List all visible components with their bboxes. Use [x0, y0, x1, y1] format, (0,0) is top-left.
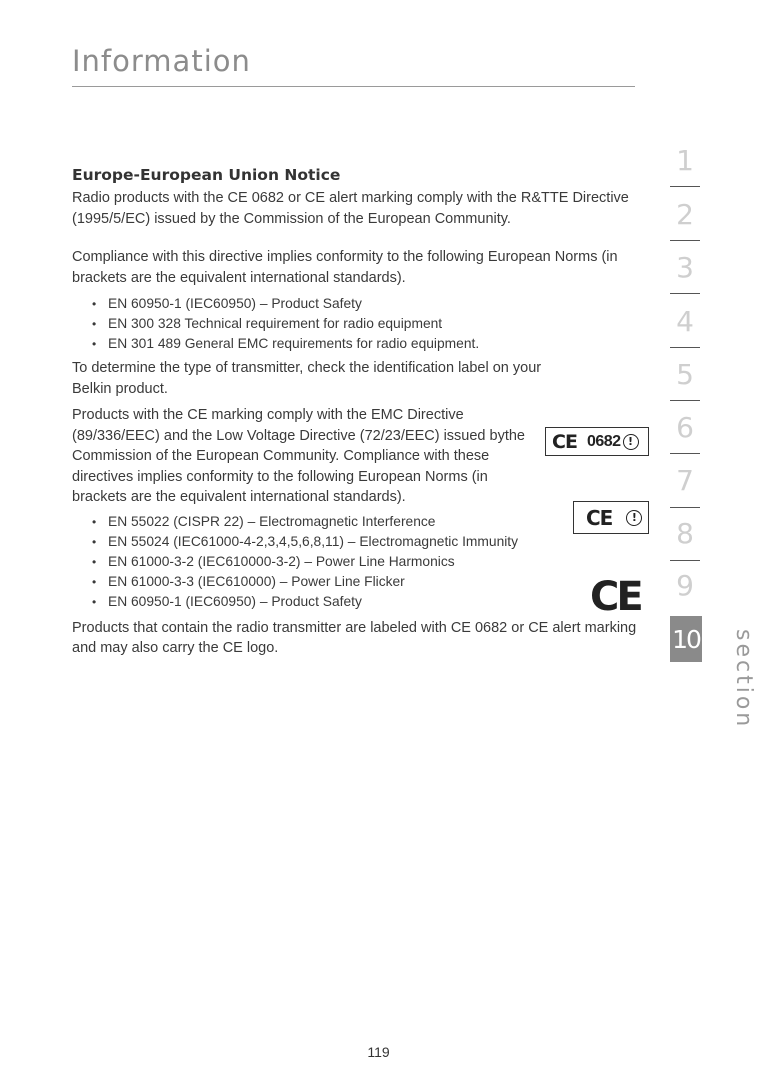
section-tab-10-active[interactable]: 10: [670, 616, 702, 662]
ce-mark-icon: CE: [552, 430, 577, 453]
intro-paragraph: Radio products with the CE 0682 or CE alert marking comply with the R&TTE Directive (1995/5/EC) issued by the Commission of the European Community.: [72, 190, 629, 227]
section-tab-4[interactable]: 4: [676, 305, 694, 338]
section-tab-2[interactable]: 2: [676, 198, 694, 231]
tab-divider: [670, 240, 700, 241]
list-item: • EN 301 489 General EMC requirements for radio equipment.: [92, 334, 642, 354]
list-item: • EN 55024 (IEC61000-4-2,3,4,5,6,8,11) – Electromagnetic Immunity: [92, 532, 642, 552]
ce-logo: CE: [590, 574, 641, 620]
section-tab-9[interactable]: 9: [676, 569, 694, 602]
transmitter-paragraph: To determine the type of transmitter, check the identification label on your Belkin product.: [72, 360, 542, 397]
labeling-paragraph: Products that contain the radio transmitter are labeled with CE 0682 or CE alert marking and may also carry the CE logo.: [72, 619, 637, 656]
section-tab-1[interactable]: 1: [676, 144, 694, 177]
section-tab-5[interactable]: 5: [676, 358, 694, 391]
ce-mark-icon: CE: [586, 505, 613, 530]
ce-0682-alert-label: [545, 427, 649, 456]
list-item: • EN 61000-3-3 (IEC610000) – Power Line Flicker: [92, 572, 642, 592]
tab-divider: [670, 186, 700, 187]
section-tab-6[interactable]: 6: [676, 411, 694, 444]
list-item: • EN 300 328 Technical requirement for radio equipment: [92, 314, 642, 334]
list-item: • EN 55022 (CISPR 22) – Electromagnetic Interference: [92, 512, 642, 532]
tab-divider: [670, 400, 700, 401]
section-tab-8[interactable]: 8: [676, 517, 694, 550]
tab-divider: [670, 560, 700, 561]
notified-body-number: 0682: [586, 432, 621, 450]
list-item: • EN 61000-3-2 (IEC610000-3-2) – Power Line Harmonics: [92, 552, 642, 572]
radio-standards-list: [72, 294, 642, 354]
section-heading: Europe-European Union Notice: [72, 166, 341, 184]
section-tab-3[interactable]: 3: [676, 251, 694, 284]
tab-divider: [670, 507, 700, 508]
alert-mark-icon: !: [626, 510, 642, 526]
compliance-paragraph: Compliance with this directive implies conformity to the following European Norms (in brackets are the equivalent international standards).: [72, 249, 618, 286]
section-tab-7[interactable]: 7: [676, 464, 694, 497]
section-label: section: [731, 629, 756, 730]
list-item: • EN 60950-1 (IEC60950) – Product Safety: [92, 294, 642, 314]
page-title: Information: [72, 44, 251, 78]
ce-alert-label: [573, 501, 649, 534]
tab-divider: [670, 347, 700, 348]
tab-divider: [670, 453, 700, 454]
emc-standards-list: [72, 512, 642, 612]
main-content: [72, 166, 642, 659]
title-divider: [72, 86, 635, 87]
list-item: • EN 60950-1 (IEC60950) – Product Safety: [92, 592, 642, 612]
emc-paragraph: Products with the CE marking comply with the EMC Directive (89/336/EEC) and the Low Voltage Directive (72/23/EEC) issued bythe Commission of the European Community. Compliance with these directives implies conformity to the following European Norms (in brackets are the equivalent international standards).: [72, 407, 525, 505]
tab-divider: [670, 293, 700, 294]
alert-mark-icon: !: [623, 434, 639, 450]
page-number: 119: [367, 1044, 390, 1060]
